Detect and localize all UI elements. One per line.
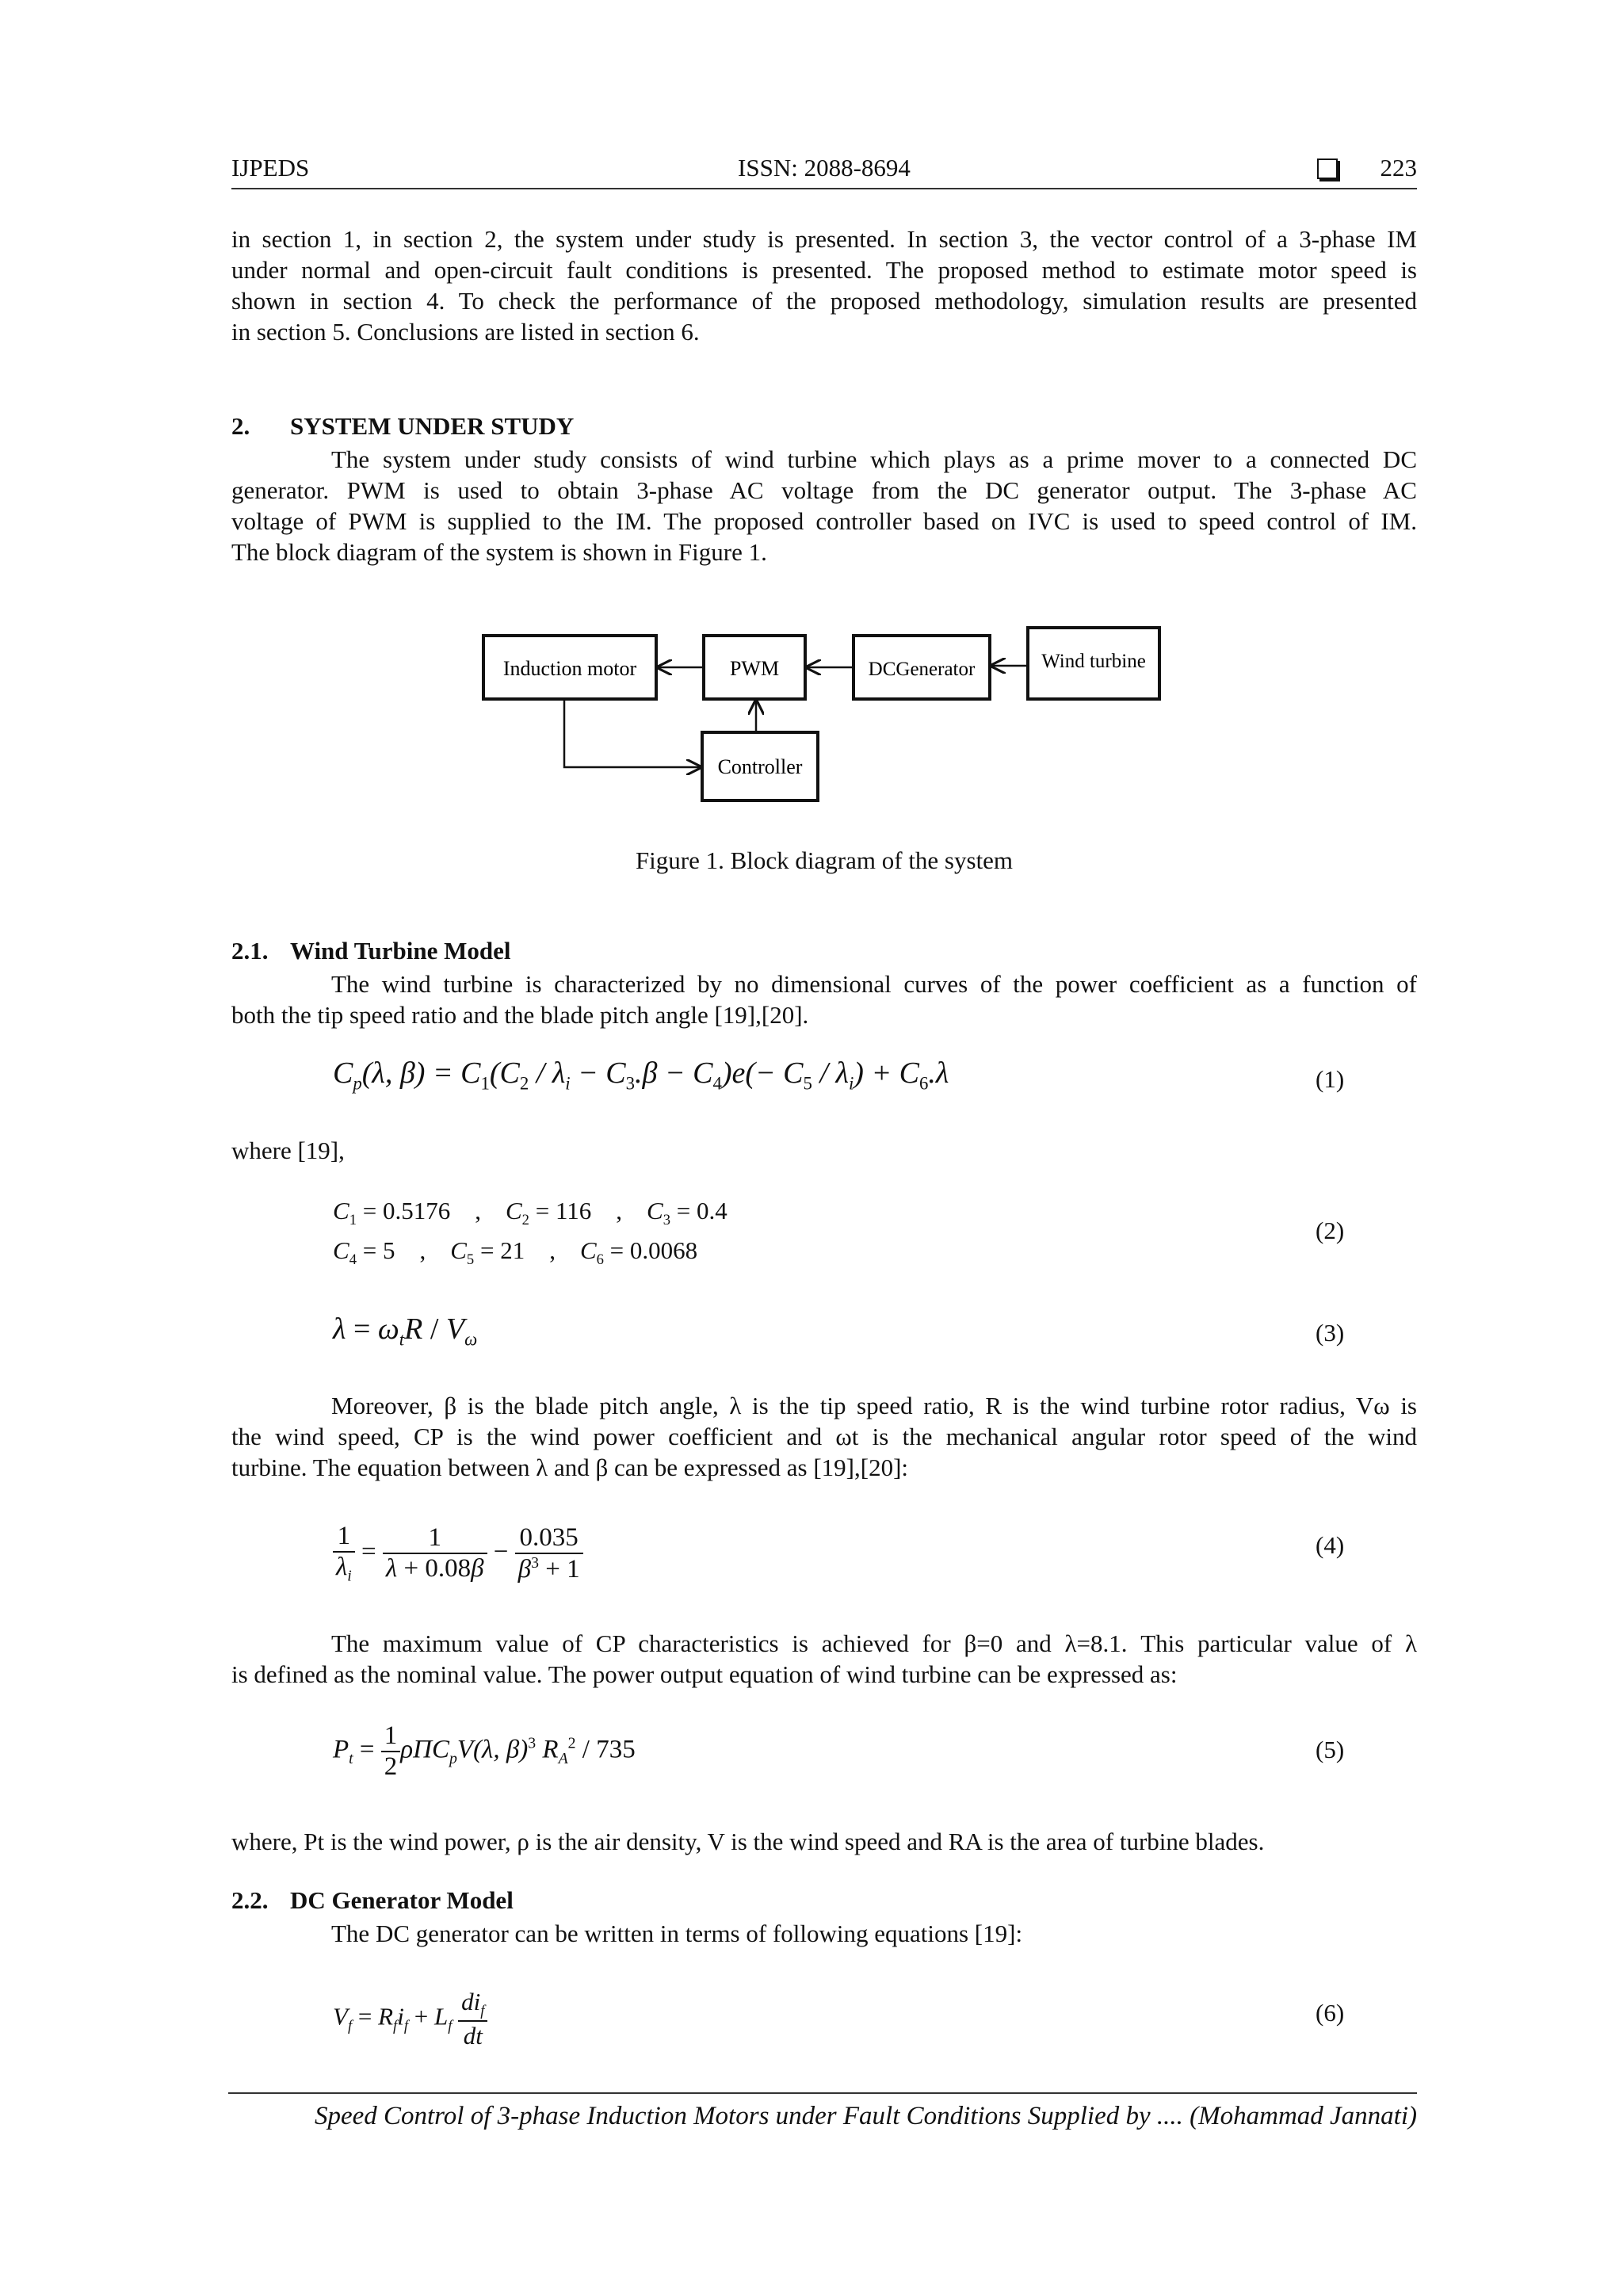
text-line: generator. PWM is used to obtain 3-phase AC voltage from the DC generator output. The 3-phase AC — [231, 476, 1417, 504]
constant-c1: 0.5176 — [382, 1197, 451, 1224]
section-number: 2. — [231, 412, 250, 440]
text-line: is defined as the nominal value. The power output equation of wind turbine can be expressed as: — [231, 1660, 1178, 1688]
text-line: Moreover, β is the blade pitch angle, λ is the tip speed ratio, R is the wind turbine rotor radius, Vω is — [331, 1392, 1417, 1419]
equation-6: $V_f = R_fi_f + L_f$ $\frac{di_f}{dt}$ — [333, 1988, 487, 2050]
text-line: The wind turbine is characterized by no dimensional curves of the power coefficient as a function of — [331, 970, 1417, 998]
section-title: DC Generator Model — [290, 1886, 514, 1914]
equation-3: $\lambda = \omega_tR / V_\omega$ — [333, 1312, 478, 1350]
text-line: where [19], — [231, 1137, 345, 1164]
section22-paragraph — [231, 1918, 1417, 1949]
section-title: Wind Turbine Model — [290, 937, 511, 965]
equation-4: $\frac{1}{\lambda_i}$ = $\frac{1}{\lambda + 0.08\beta}$ − $\frac{0.035}{\beta^3 + 1}$ — [333, 1522, 583, 1586]
arrow-motor-to-controller — [564, 701, 701, 767]
figure-caption: Figure 1. Block diagram of the system — [635, 846, 1014, 874]
page-number: 223 — [1380, 154, 1417, 181]
section-number: 2.1. — [231, 937, 269, 965]
text-line: in section 5. Conclusions are listed in section 6. — [231, 318, 700, 346]
text-line: in section 1, in section 2, the system under study is presented. In section 3, the vector control of a 3-phase IM — [231, 225, 1417, 253]
running-footer: Speed Control of 3-phase Induction Motors under Fault Conditions Supplied by .... (Mohammad Jannati) — [314, 2102, 1417, 2130]
constant-c2: 116 — [555, 1197, 592, 1224]
dc-generator-label: DCGenerator — [868, 659, 976, 680]
text-line: The DC generator can be written in terms of following equations [19]: — [331, 1920, 1023, 1947]
text-line: under normal and open-circuit fault conditions is presented. The proposed method to estimate motor speed is — [231, 256, 1417, 284]
intro-paragraph — [231, 223, 1417, 347]
constant-c6: 0.0068 — [629, 1236, 698, 1264]
equation-5: $P_t$ = $\frac{1}{2}$ ρΠC$_p$V(λ, β)$^3$ $R_A^2 / 735$ — [333, 1721, 636, 1781]
equation-number-4: (4) — [1316, 1531, 1345, 1559]
section-heading-2-1 — [231, 937, 511, 965]
running-header — [231, 152, 1417, 189]
wind-turbine-label: Wind turbine — [1041, 651, 1146, 672]
text-line: both the tip speed ratio and the blade pitch angle [19],[20]. — [231, 1001, 809, 1029]
constant-c4: 5 — [382, 1236, 395, 1264]
text-line: The block diagram of the system is shown in Figure 1. — [231, 538, 767, 566]
equation-number-6: (6) — [1316, 1999, 1345, 2027]
constant-c3: 0.4 — [697, 1197, 727, 1224]
equation-1: $C_p(\lambda$, $\beta) = C_1(C_2 / \lambda_i - C_3.\beta - C_4)e(- C_5 / \lambda_i) + C_6.\lambda$ — [333, 1056, 949, 1094]
where-line — [231, 1135, 1417, 1166]
header-rule — [231, 188, 1417, 189]
equation-number-1: (1) — [1316, 1065, 1345, 1093]
equation-number-3: (3) — [1316, 1319, 1345, 1347]
section-number: 2.2. — [231, 1886, 269, 1914]
text-line: voltage of PWM is supplied to the IM. The proposed controller based on IVC is used to speed control of IM. — [231, 507, 1417, 535]
issn: ISSN: 2088-8694 — [738, 154, 911, 181]
checkbox-square-icon — [1317, 159, 1338, 179]
section-heading-2-2 — [231, 1886, 514, 1915]
footer-rule — [228, 2092, 1417, 2094]
equation-number-2: (2) — [1316, 1217, 1345, 1244]
block-diagram — [475, 618, 1189, 816]
text-line: where, Pt is the wind power, ρ is the air density, V is the wind speed and RA is the area of turbine blades. — [231, 1828, 1265, 1855]
text-line: The system under study consists of wind turbine which plays as a prime mover to a connected DC — [331, 445, 1417, 473]
section21-paragraph — [231, 968, 1417, 1030]
journal-name: IJPEDS — [231, 154, 310, 181]
section21-paragraph-4 — [231, 1826, 1417, 1857]
text-line: The maximum value of CP characteristics is achieved for β=0 and λ=8.1. This particular value of λ — [331, 1629, 1417, 1657]
equation-number-5: (5) — [1316, 1736, 1345, 1763]
section21-paragraph-2 — [231, 1390, 1417, 1483]
equation-2-constants: $C_1 = 0.5176$ , $C_2 = 116$ , $C_3 = 0.4$ $C_4 = 5$ , $C_5 = 21$ , $C_6 = 0.0068$ — [333, 1197, 727, 1269]
section21-paragraph-3 — [231, 1628, 1417, 1690]
section-title: SYSTEM UNDER STUDY — [290, 412, 575, 440]
induction-motor-label: Induction motor — [502, 657, 637, 680]
controller-label: Controller — [717, 755, 803, 778]
text-line: turbine. The equation between λ and β can be expressed as [19],[20]: — [231, 1454, 909, 1481]
text-line: the wind speed, CP is the wind power coefficient and ωt is the mechanical angular rotor speed of the wind — [231, 1423, 1417, 1450]
constant-c5: 21 — [500, 1236, 525, 1264]
section2-paragraph — [231, 444, 1417, 567]
pwm-label: PWM — [729, 657, 780, 680]
text-line: shown in section 4. To check the performance of the proposed methodology, simulation results are presented — [231, 287, 1417, 315]
section-heading-2 — [231, 412, 574, 441]
